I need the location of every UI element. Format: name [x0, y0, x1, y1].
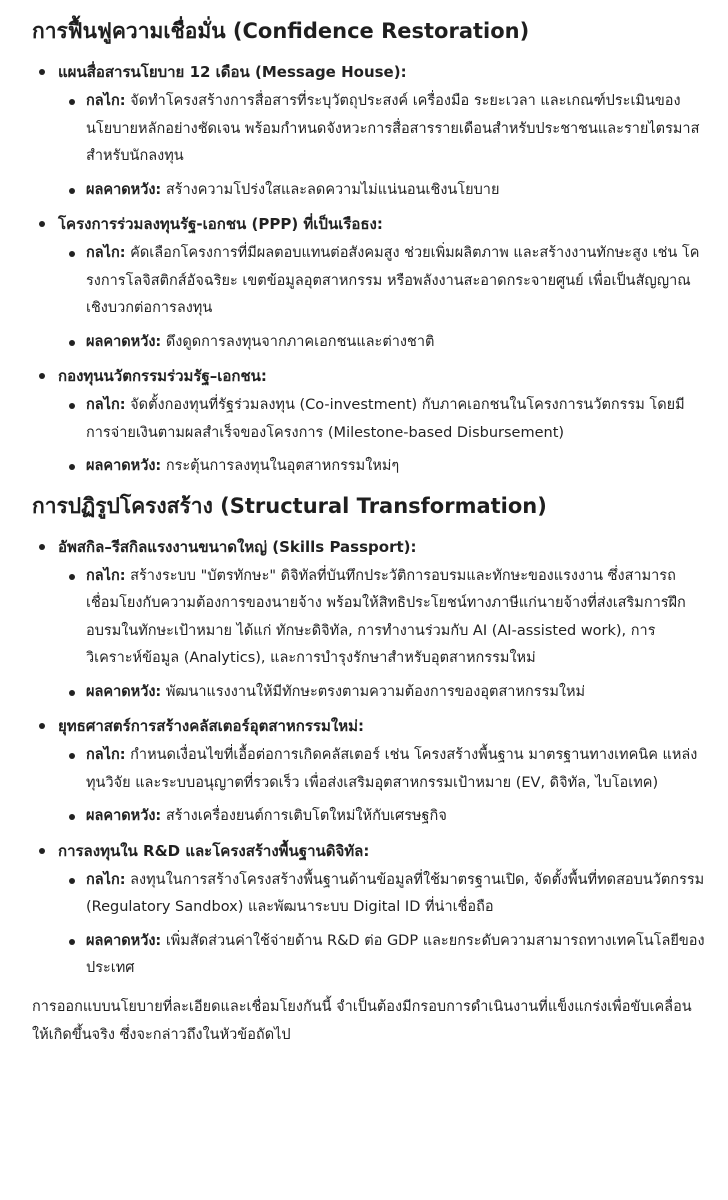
- list-item: [32, 362, 708, 481]
- outcome-item: [58, 928, 708, 983]
- section-heading-structural: การปฏิรูปโครงสร้าง (Structural Transformation): [32, 493, 547, 518]
- mechanism-item: [58, 742, 708, 797]
- outcome-text: ดึงดูดการลงทุนจากภาคเอกชนและต่างชาติ: [161, 333, 435, 350]
- mechanism-label: กลไก:: [86, 93, 126, 109]
- outcome-label: ผลคาดหวัง:: [86, 181, 162, 198]
- outcome-label: ผลคาดหวัง:: [86, 333, 162, 350]
- outcome-item: [58, 329, 708, 357]
- mechanism-text: จัดทำโครงสร้างการสื่อสารที่ระบุวัตถุประสงค์ เครื่องมือ ระยะเวลา และเกณฑ์ประเมินของนโยบายหลักอย่างชัดเจน พร้อมกำหนดจังหวะการสื่อสารรายเดือนสำหรับประชาชนและรายไตรมาสสำหรับนักลงทุน: [86, 93, 700, 164]
- section-heading-confidence: การฟื้นฟูความเชื่อมั่น (Confidence Restoration): [32, 19, 530, 43]
- list-item: [32, 58, 708, 204]
- outcome-item: [58, 453, 708, 481]
- mechanism-item: [58, 240, 708, 323]
- section-list-structural: [32, 533, 708, 983]
- sub-list: [58, 563, 708, 707]
- mechanism-text: กำหนดเงื่อนไขที่เอื้อต่อการเกิดคลัสเตอร์ เช่น โครงสร้างพื้นฐาน มาตรฐานทางเทคนิค แหล่งทุนวิจัย และระบบอนุญาตที่รวดเร็ว เพื่อส่งเสริมอุตสาหกรรมเป้าหมาย (EV, ดิจิทัล, ไบโอเทค): [86, 747, 698, 791]
- outcome-text: เพิ่มสัดส่วนค่าใช้จ่ายด้าน R&D ต่อ GDP และยกระดับความสามารถทางเทคโนโลยีของประเทศ: [86, 932, 705, 976]
- mechanism-label: กลไก:: [86, 567, 126, 584]
- sub-list: [58, 742, 708, 831]
- outcome-item: [58, 803, 708, 831]
- closing-paragraph: การออกแบบนโยบายที่ละเอียดและเชื่อมโยงกันนี้ จำเป็นต้องมีกรอบการดำเนินงานที่แข็งแกร่งเพื่อขับเคลื่อนให้เกิดขึ้นจริง ซึ่งจะกล่าวถึงในหัวข้อถัดไป: [32, 998, 692, 1043]
- outcome-text: สร้างเครื่องยนต์การเติบโตใหม่ให้กับเศรษฐกิจ: [161, 808, 447, 824]
- mechanism-item: [58, 392, 708, 447]
- outcome-label: ผลคาดหวัง:: [86, 683, 162, 700]
- item-title: ยุทธศาสตร์การสร้างคลัสเตอร์อุตสาหกรรมใหม่:: [58, 717, 364, 735]
- list-item: [32, 837, 708, 983]
- item-title: อัพสกิล–รีสกิลแรงงานขนาดใหญ่ (Skills Passport):: [58, 537, 417, 556]
- mechanism-label: กลไก:: [86, 871, 126, 888]
- item-title: กองทุนนวัตกรรมร่วมรัฐ–เอกชน:: [58, 367, 267, 385]
- mechanism-text: สร้างระบบ "บัตรทักษะ" ดิจิทัลที่บันทึกประวัติการอบรมและทักษะของแรงงาน ซึ่งสามารถเชื่อมโยงกับความต้องการของนายจ้าง พร้อมให้สิทธิประโยชน์ทางภาษีแก่นายจ้างที่ส่งเสริมการฝึกอบรมในทักษะเป้าหมาย ได้แก่ ทักษะดิจิทัล, การทำงานร่วมกับ AI (AI-assisted work), การวิเคราะห์ข้อมูล (Analytics), และการบำรุงรักษาสำหรับอุตสาหกรรมใหม่: [86, 567, 686, 666]
- mechanism-label: กลไก:: [86, 397, 126, 413]
- mechanism-label: กลไก:: [86, 747, 126, 763]
- outcome-text: สร้างความโปร่งใสและลดความไม่แน่นอนเชิงนโยบาย: [161, 181, 500, 198]
- sub-list: [58, 867, 708, 983]
- sub-list: [58, 392, 708, 481]
- outcome-label: ผลคาดหวัง:: [86, 458, 162, 474]
- mechanism-item: [58, 563, 708, 673]
- mechanism-item: [58, 88, 708, 171]
- section-list-confidence: [32, 58, 708, 481]
- outcome-label: ผลคาดหวัง:: [86, 808, 162, 824]
- list-item: [32, 712, 708, 831]
- mechanism-label: กลไก:: [86, 245, 126, 261]
- mechanism-text: คัดเลือกโครงการที่มีผลตอบแทนต่อสังคมสูง ช่วยเพิ่มผลิตภาพ และสร้างงานทักษะสูง เช่น โครงการโลจิสติกส์อัจฉริยะ เขตข้อมูลอุตสาหกรรม หรือพลังงานสะอาดกระจายศูนย์ เพื่อเป็นสัญญาณเชิงบวกต่อการลงทุน: [86, 245, 700, 316]
- mechanism-item: [58, 867, 708, 922]
- mechanism-text: ลงทุนในการสร้างโครงสร้างพื้นฐานด้านข้อมูลที่ใช้มาตรฐานเปิด, จัดตั้งพื้นที่ทดสอบนวัตกรรม (Regulatory Sandbox) และพัฒนาระบบ Digital ID ที่น่าเชื่อถือ: [86, 871, 705, 915]
- sub-list: [58, 88, 708, 204]
- item-title: แผนสื่อสารนโยบาย 12 เดือน (Message House):: [58, 63, 407, 81]
- mechanism-text: จัดตั้งกองทุนที่รัฐร่วมลงทุน (Co-investment) กับภาคเอกชนในโครงการนวัตกรรม โดยมีการจ่ายเงินตามผลสำเร็จของโครงการ (Milestone-based Disbursement): [86, 397, 685, 441]
- item-title: การลงทุนใน R&D และโครงสร้างพื้นฐานดิจิทัล:: [58, 841, 370, 860]
- outcome-text: กระตุ้นการลงทุนในอุตสาหกรรมใหม่ๆ: [161, 458, 400, 474]
- outcome-item: [58, 177, 708, 205]
- item-title: โครงการร่วมลงทุนรัฐ-เอกชน (PPP) ที่เป็นเรือธง:: [58, 215, 383, 233]
- outcome-label: ผลคาดหวัง:: [86, 932, 162, 949]
- list-item: [32, 533, 708, 707]
- list-item: [32, 210, 708, 356]
- sub-list: [58, 240, 708, 356]
- outcome-item: [58, 679, 708, 707]
- outcome-text: พัฒนาแรงงานให้มีทักษะตรงตามความต้องการของอุตสาหกรรมใหม่: [161, 683, 586, 700]
